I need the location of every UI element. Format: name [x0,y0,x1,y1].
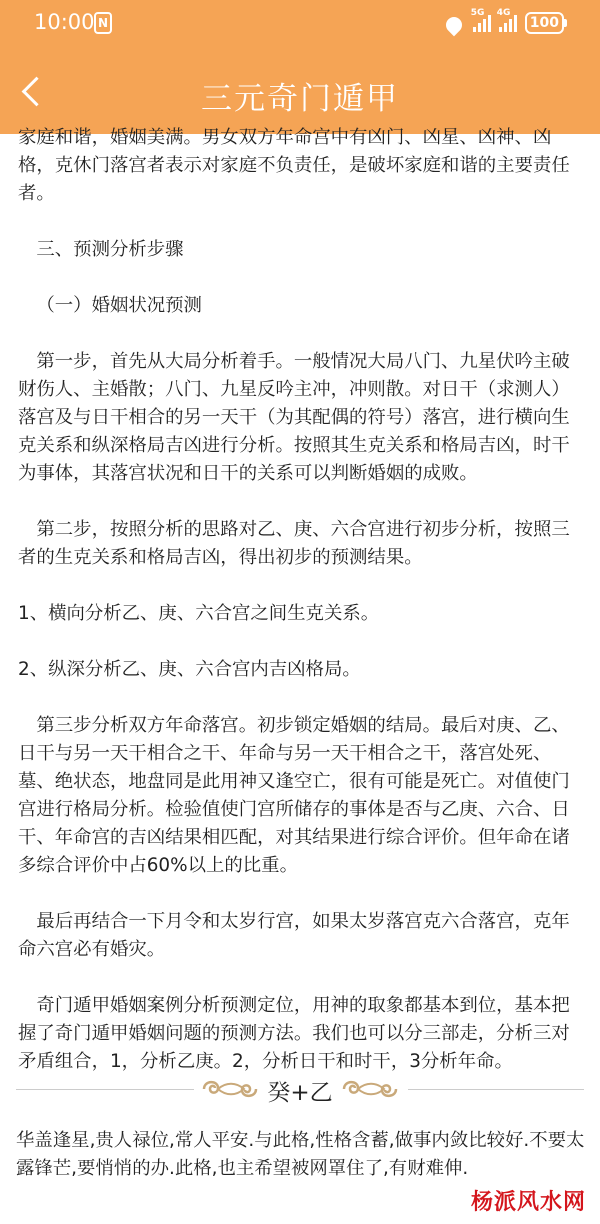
article-body [18,124,584,1104]
section-heading: 三、预测分析步骤 [36,239,184,260]
network-5g-label: 5G [470,8,485,18]
article-paragraph: 第二步，按照分析的思路对乙、庚、六合宫进行初步分析，按照三者的生克关系和格局吉凶，得出初步的预测结果。 [18,519,570,568]
app-bar [0,50,600,134]
status-icons [443,8,564,34]
page-title: 三元奇门遁甲 [201,81,399,117]
signal-icon [470,8,491,32]
article-paragraph: 最后再结合一下月令和太岁行宫，如果太岁落宫克六合落宫，克年命六宫必有婚灾。 [18,911,570,960]
formation-title: 癸+乙 [267,1080,333,1106]
signal-icon [496,8,517,32]
section-divider [0,1064,600,1114]
article-list-item: 1、横向分析乙、庚、六合宫之间生克关系。 [18,603,380,624]
site-watermark: 杨派风水网 [470,1189,586,1215]
network-4g-label: 4G [496,8,511,18]
status-bar [0,0,600,50]
status-time: 10:00 [34,10,95,34]
article-paragraph: 家庭和谐，婚姻美满。男女双方年命宫中有凶门、凶星、凶神、凶格，克休门落宫者表示对家庭不负责任，是破坏家庭和谐的主要责任者。 [18,127,570,204]
article-paragraph: 第三步分析双方年命落宫。初步锁定婚姻的结局。最后对庚、乙、日干与另一天干相合之干、年命与另一天干相合之干，落宫处死、墓、绝状态，地盘同是此用神又逢空亡，很有可能是死亡。对值使门宫进行格局分析。检验值使门宫所储存的事体是否与乙庚、六合、日干、年命宫的吉凶结果相匹配，对其结果进行综合评价。但年命在诸多综合评价中占60%以上的比重。 [18,715,570,876]
battery-icon: 100 [525,12,564,34]
subsection-heading: （一）婚姻状况预测 [36,295,202,316]
formation-description: 华盖逢星,贵人禄位,常人平安.与此格,性格含蓄,做事内敛比较好.不要太露锋芒,要悄悄的办.此格,也主希望被网罩住了,有财难伸. [16,1130,585,1179]
article-paragraph: 奇门遁甲婚姻案例分析预测定位，用神的取象都基本到位，基本把握了奇门遁甲婚姻问题的预测方法。我们也可以分三部走，分析三对矛盾组合，1，分析乙庚。2，分析日干和时干，3分析年命。 [18,995,570,1072]
swirl-ornament-icon [200,1076,260,1102]
swirl-ornament-icon [340,1076,400,1102]
article-paragraph: 第一步，首先从大局分析着手。一般情况大局八门、九星伏吟主破财伤人、主婚散；八门、九星反吟主冲，冲则散。对日干（求测人）落宫及与日干相合的另一天干（为其配偶的符号）落宫，进行横向生克关系和纵深格局吉凶进行分析。按照其生克关系和格局吉凶，时干为事体，其落宫状况和日干的关系可以判断婚姻的成败。 [18,351,570,484]
article-list-item: 2、纵深分析乙、庚、六合宫内吉凶格局。 [18,659,361,680]
divider-line [16,1089,194,1090]
nfc-icon: N [94,12,112,34]
wifi-icon [443,15,465,31]
divider-line [408,1089,584,1090]
